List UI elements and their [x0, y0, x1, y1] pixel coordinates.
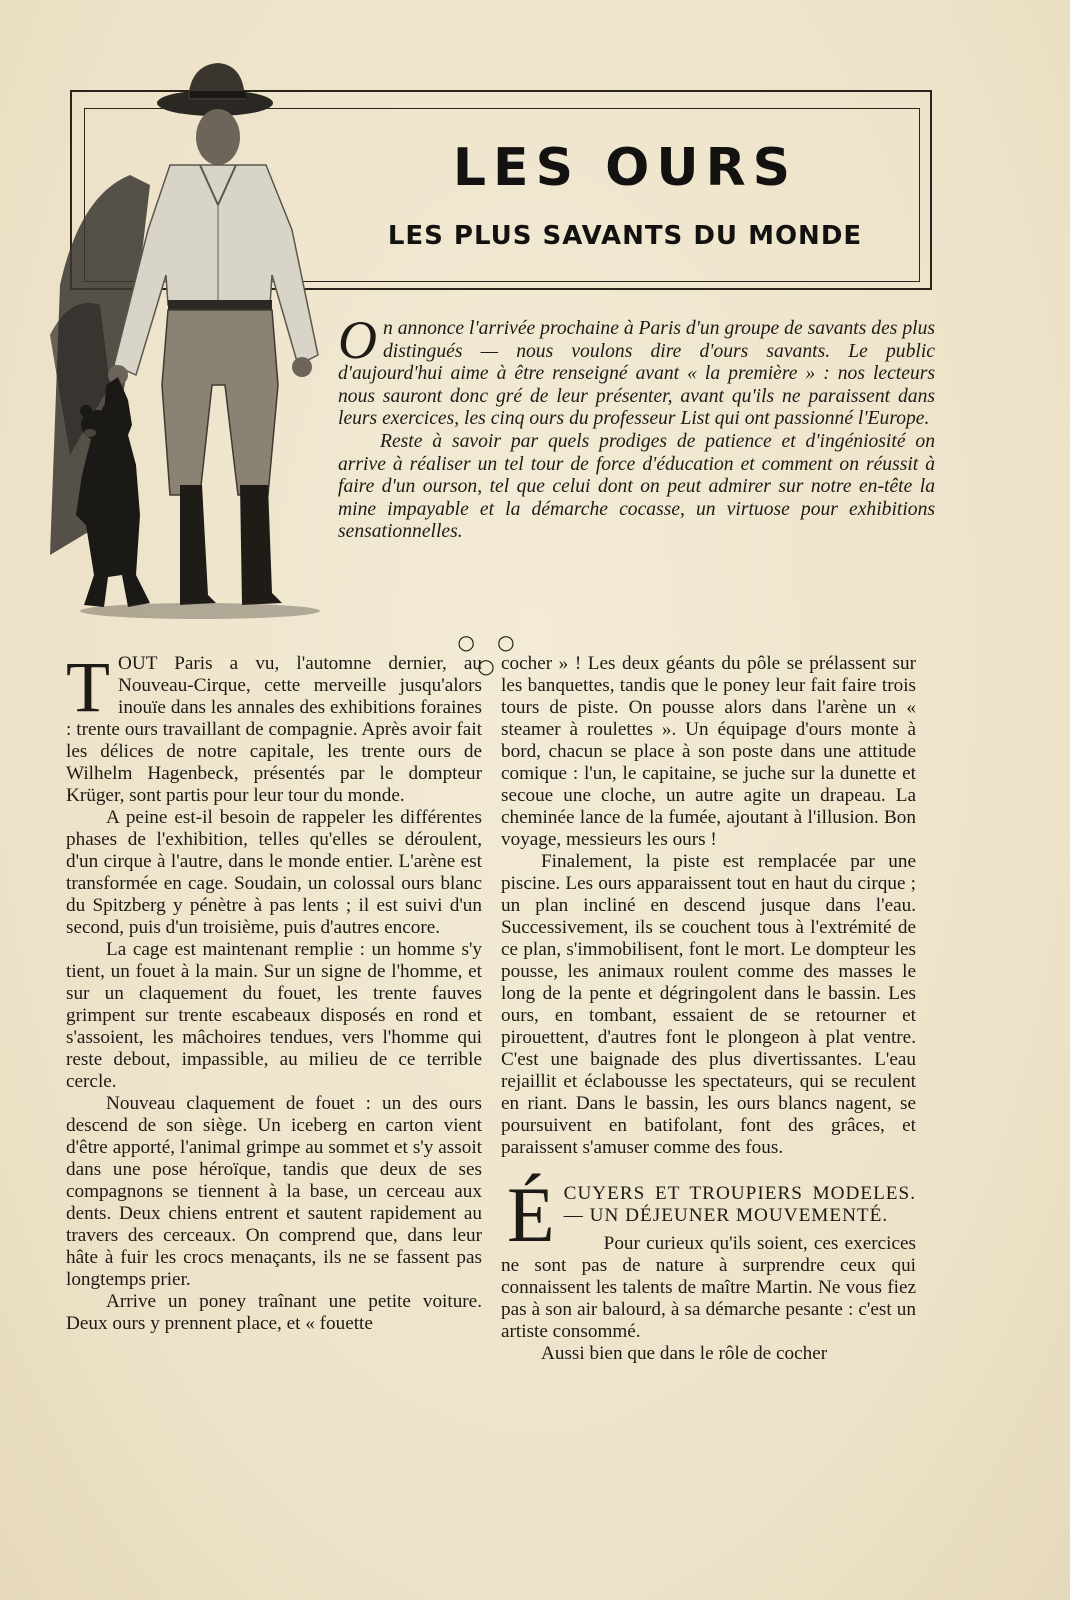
intro-drop-cap: O	[338, 310, 377, 370]
section-separator: ○ ○ ○	[457, 630, 523, 678]
article-paragraph-8: Pour curieux qu'ils soient, ces exercices ne sont pas de nature à surprendre ceux qui connaissent les talents de maître Martin. Ne vous fiez pas à son air balourd, à sa démarche pesante : c'est un artiste consommé.	[501, 1233, 916, 1342]
intro-paragraph-2: Reste à savoir par quels prodiges de patience et d'ingéniosité on arrive à réaliser un tel tour de force d'éducation et comment on réussit à faire d'un ourson, tel que celui dont on peut admirer sur notre en-tête la mine impayable et la démarche cocasse, un virtuose pour exhibitions sensationnelles.	[338, 430, 935, 543]
article-paragraph-9: Aussi bien que dans le rôle de cocher	[541, 1343, 828, 1364]
intro-paragraph-1: On annonce l'arrivée prochaine à Paris d'un groupe de savants des plus distingués — nous voulons dire d'ours savants. Le public d'aujourd'hui aime à être renseigné avant « la première » : nos lecteurs nous sauront donc gré de leur présenter, avant qu'ils ne paraissent dans leurs exercices, les cinq ours du professeur List qui ont passionné l'Europe.	[338, 310, 935, 430]
page-subtitle: LES PLUS SAVANTS DU MONDE	[387, 221, 863, 251]
man-with-bear-photo	[40, 55, 330, 625]
article-paragraph-2: A peine est-il besoin de rappeler les différentes phases de l'exhibition, telles qu'elles se déroulent, d'un cirque à l'autre, dans le monde entier. L'arène est transformée en cage. Soudain, un colossal ours blanc du Spitzberg y pénètre à pas lents ; il est suivi d'un second, puis d'un troisième, puis d'autres encore.	[66, 807, 482, 938]
article-drop-cap: T	[66, 647, 110, 727]
section-heading	[501, 1171, 916, 1258]
article-paragraph-6: cocher » ! Les deux géants du pôle se prélassent sur les banquettes, tandis que le poney leur fait faire trois tours de piste. On pousse alors dans l'arène un « steamer à roulettes ». Un équipage d'ours monte à bord, chacun se place à son poste dans une attitude comique : l'un, le capitaine, se juche sur la dunette et secoue une cloche, un autre agite un drapeau. La cheminée lance de la fumée, ajoutant à l'illusion. Bon voyage, messieurs les ours !	[501, 653, 916, 850]
heading-drop-cap: É	[507, 1171, 556, 1258]
article-paragraph-3: La cage est maintenant remplie : un homme s'y tient, un fouet à la main. Sur un signe de l'homme, et sur un claquement du fouet, les trente fauves grimpent sur trente escabeaux disposés en rond et s'assoient, les mâchoires tendues, vers l'homme qui reste debout, impassible, au milieu de ce terrible cercle.	[66, 939, 482, 1092]
heading-text: CUYERS ET TROUPIERS MODELES. — UN DÉJEUNER MOUVEMENTÉ.	[563, 1183, 916, 1226]
right-column	[501, 653, 916, 1365]
article-paragraph-1: TOUT Paris a vu, l'automne dernier, au Nouveau-Cirque, cette merveille jusqu'alors inouïe dans les annales des exhibitions foraines : trente ours travaillant de compagnie. Après avoir fait les délices de notre capitale, les trente ours de Wilhelm Hagenbeck, présentés par le dompteur Krüger, sont partis pour leur tour du monde.	[66, 647, 482, 806]
article-paragraph-5: Arrive un poney traînant une petite voiture. Deux ours y prennent place, et « fouette	[66, 1291, 482, 1334]
intro-text	[338, 310, 935, 544]
article-paragraph-4: Nouveau claquement de fouet : un des ours descend de son siège. Un iceberg en carton vient d'être apporté, l'animal grimpe au sommet et s'y assoit dans une pose héroïque, tandis que deux de ses compagnons se tiennent à la base, un cerceau aux dents. Deux chiens entrent et sautent rapidement au travers des cerceaux. On comprend que, dans leur hâte à fuir les crocs menaçants, ils ne se fassent pas longtemps prier.	[66, 1093, 482, 1290]
page-title: LES OURS	[452, 138, 798, 198]
left-column	[66, 647, 482, 1335]
article-paragraph-7: Finalement, la piste est remplacée par une piscine. Les ours apparaissent tout en haut du cirque ; un plan incliné en descend jusque dans l'eau. Successivement, ils se couchent tous à l'extrémité de ce plan, s'immobilisent, font le mort. Le dompteur les pousse, les animaux roulent comme des masses le long de la pente et dégringolent dans le bassin. Les ours, en tombant, essaient de se retourner et pirouettent, d'autres font le plongeon à plat ventre. C'est une baignade des plus divertissantes. L'eau rejaillit et éclabousse les spectateurs, qui se reculent en riant. Dans le bassin, les ours blancs nagent, se poursuivent en batifolant, font des grâces, et paraissent s'amuser comme des fous.	[501, 851, 916, 1158]
